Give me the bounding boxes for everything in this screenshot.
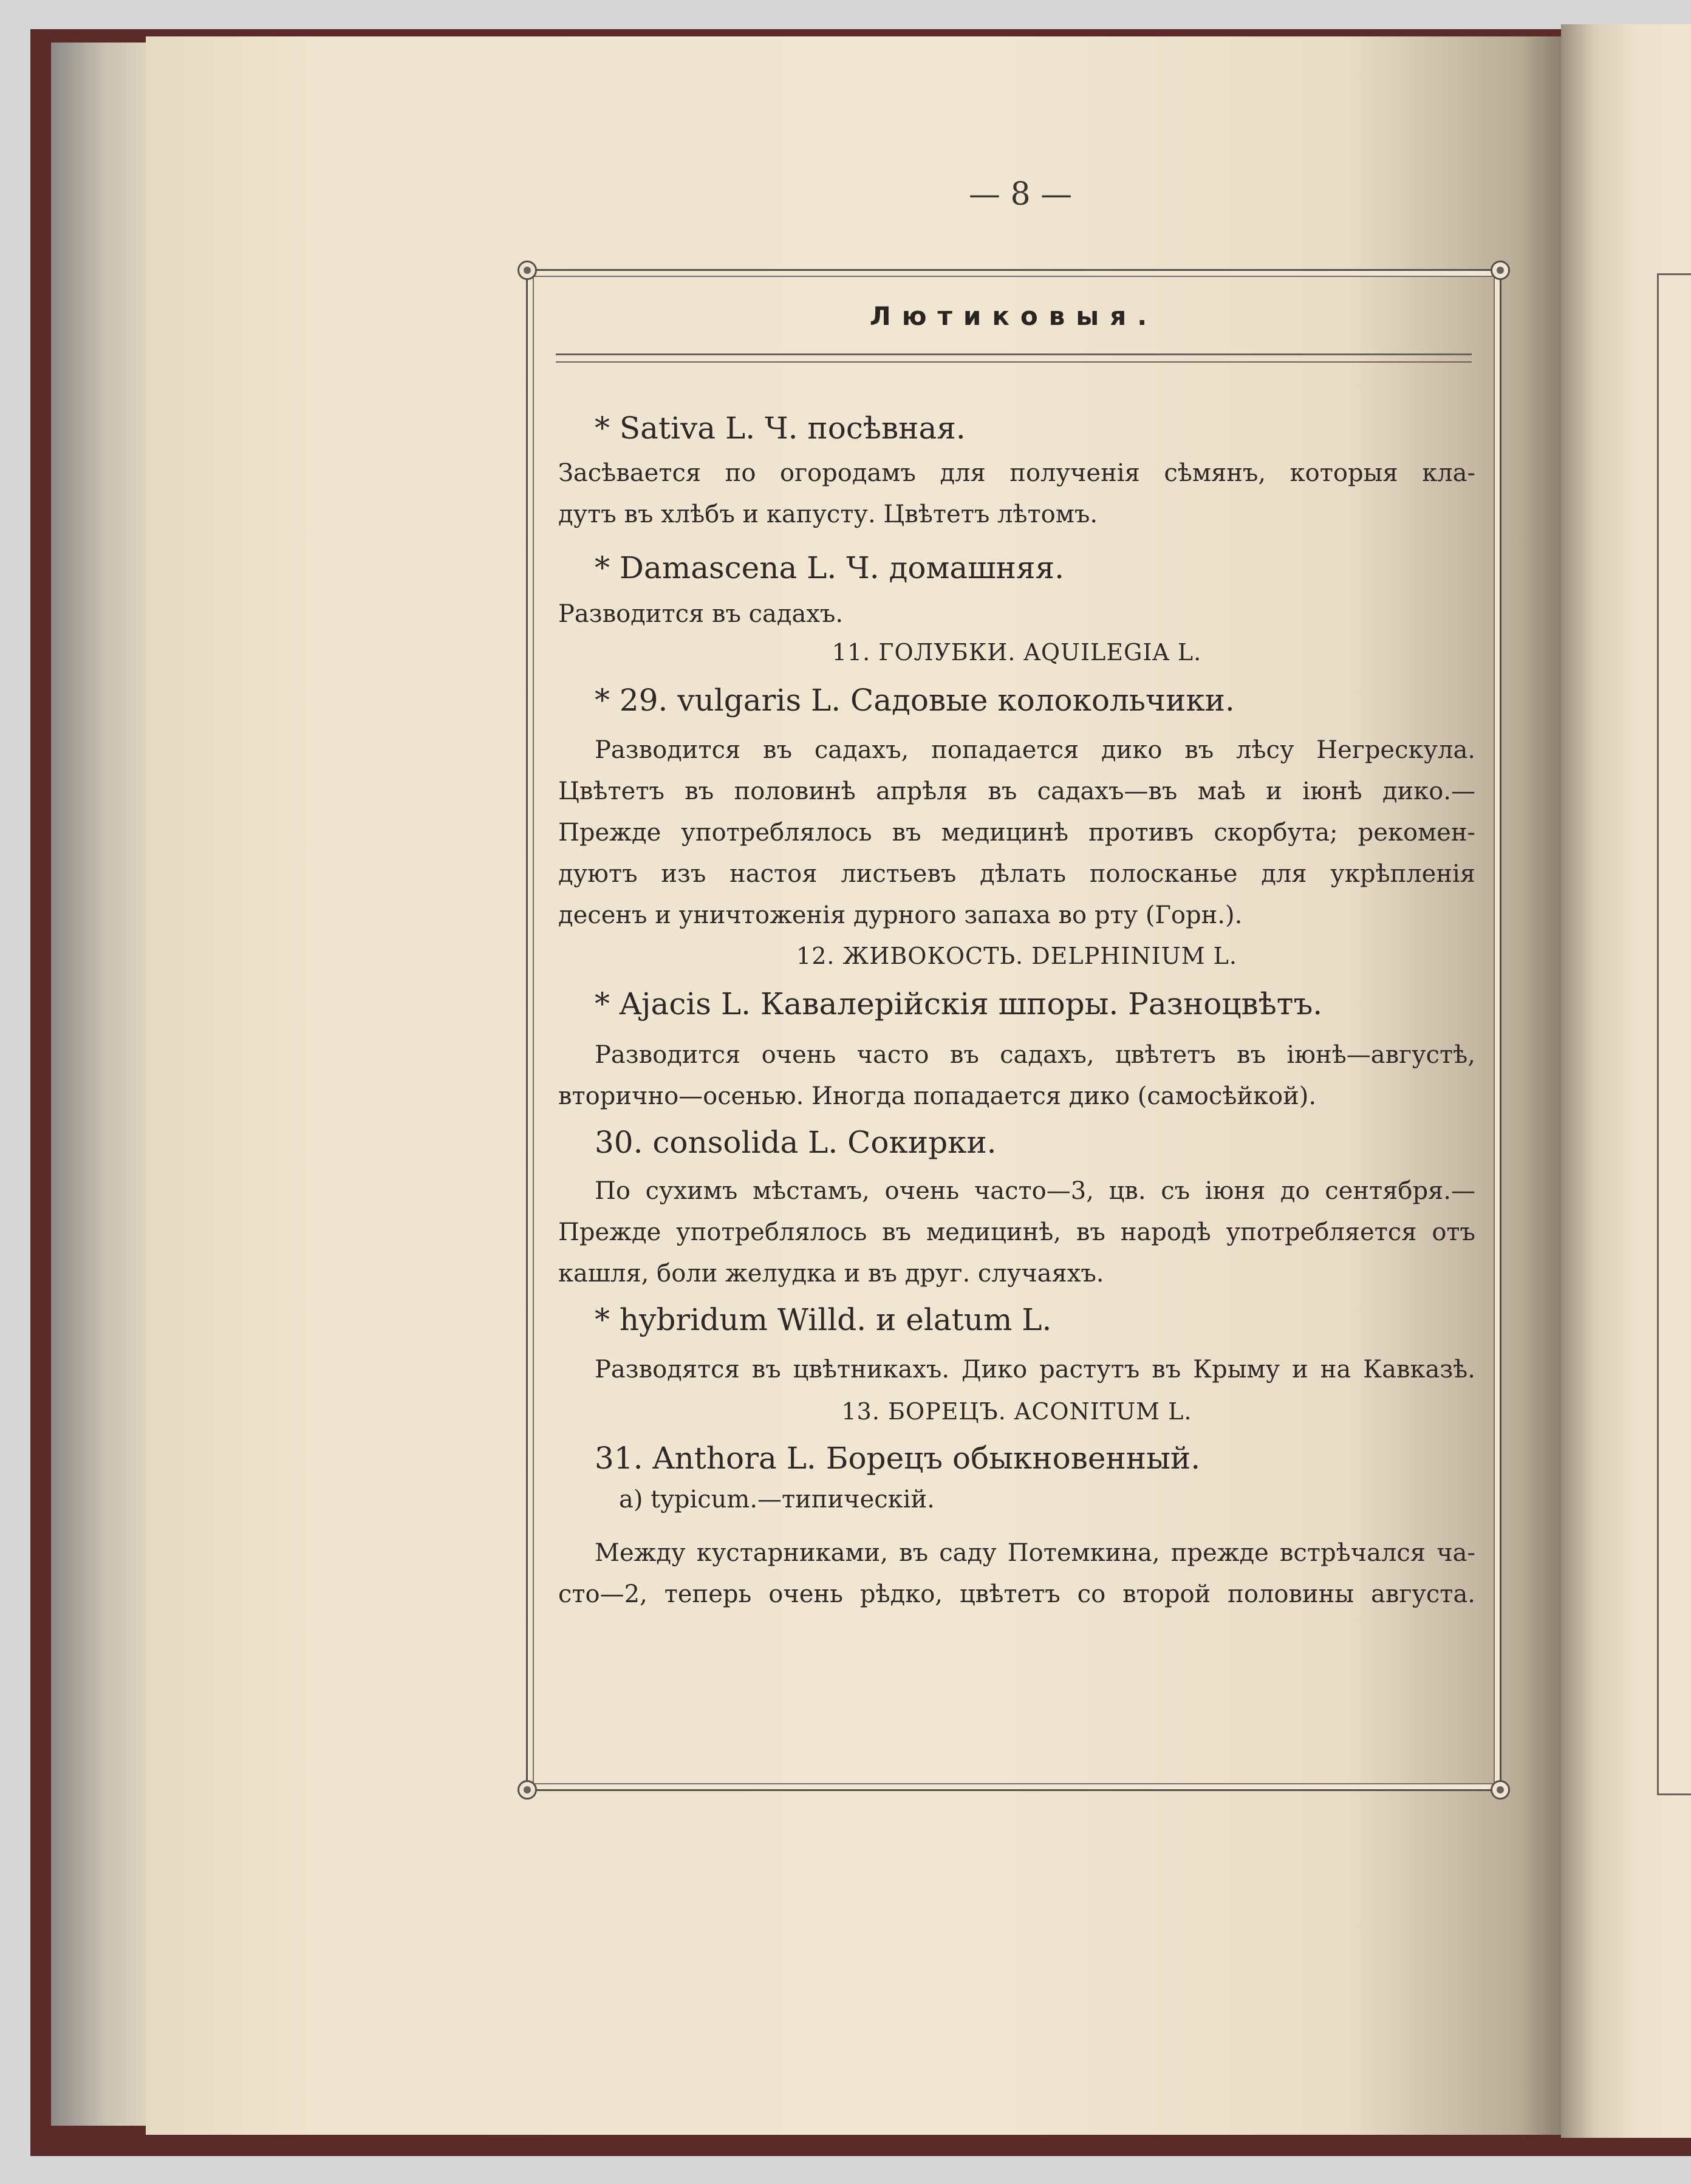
- frame-corner-ornament: [1491, 1780, 1510, 1800]
- species-heading: 31. Anthora L. Борецъ обыкновенный.: [595, 1441, 1201, 1476]
- body-text-line: Разводится въ садахъ.: [558, 600, 844, 628]
- header-rule: [556, 353, 1472, 363]
- body-text-line: По сухимъ мѣстамъ, очень часто—3, цв. съ іюня до сентября.—: [595, 1177, 1475, 1205]
- text-frame: [526, 269, 1501, 1791]
- species-heading: * Ajacis L. Кавалерійскія шпоры. Разноцвѣтъ.: [595, 986, 1323, 1022]
- species-heading: 30. consolida L. Сокирки.: [595, 1125, 997, 1160]
- species-heading: * 29. vulgaris L. Садовые колокольчики.: [595, 683, 1235, 718]
- frame-corner-ornament: [518, 1780, 537, 1800]
- frame-corner-ornament: [1491, 261, 1510, 280]
- species-heading: * hybridum Willd. и elatum L.: [595, 1302, 1052, 1337]
- body-text-line: дуютъ изъ настоя листьевъ дѣлать полосканье для укрѣпленія: [558, 860, 1475, 888]
- genus-heading: 13. БОРЕЦЪ. ACONITUM L.: [841, 1398, 1192, 1425]
- species-heading: * Sativa L. Ч. посѣвная.: [595, 411, 966, 446]
- frame-corner-ornament: [518, 261, 537, 280]
- body-text-line: вторично—осенью. Иногда попадается дико (самосѣйкой).: [558, 1082, 1317, 1110]
- body-text-line: Разводится очень часто въ садахъ, цвѣтетъ въ іюнѣ—августѣ,: [595, 1041, 1475, 1069]
- body-text-line: Прежде употреблялось въ медицинѣ, въ народѣ употребляется отъ: [558, 1218, 1475, 1246]
- genus-heading: 11. ГОЛУБКИ. AQUILEGIA L.: [832, 639, 1202, 666]
- body-text-line: Между кустарниками, въ саду Потемкина, прежде встрѣчался ча-: [595, 1539, 1475, 1567]
- body-text-line: дутъ въ хлѣбъ и капусту. Цвѣтетъ лѣтомъ.: [558, 500, 1098, 528]
- right-page-frame: [1657, 273, 1691, 1795]
- body-text-line: Цвѣтетъ въ половинѣ апрѣля въ садахъ—въ маѣ и іюнѣ дико.—: [558, 777, 1475, 805]
- species-heading: * Damascena L. Ч. домашняя.: [595, 550, 1064, 585]
- body-text-line: сто—2, теперь очень рѣдко, цвѣтетъ со второй половины августа.: [558, 1580, 1475, 1608]
- running-header: Лютиковыя.: [869, 301, 1158, 331]
- body-text-line: Засѣвается по огородамъ для полученія сѣмянъ, которыя кла-: [558, 459, 1475, 487]
- genus-heading: 12. ЖИВОКОСТЬ. DELPHINIUM L.: [796, 943, 1237, 969]
- page-number: — 8 —: [968, 176, 1073, 213]
- body-text-line: Прежде употреблялось въ медицинѣ противъ скорбута; рекомен-: [558, 819, 1475, 847]
- body-text-line: десенъ и уничтоженія дурного запаха во рту (Горн.).: [558, 901, 1243, 929]
- body-text-line: кашля, боли желудка и въ друг. случаяхъ.: [558, 1260, 1104, 1288]
- variety-line: a) typicum.—типическій.: [619, 1486, 935, 1513]
- body-text-line: Разводится въ садахъ, попадается дико въ лѣсу Негрескула.: [595, 736, 1475, 764]
- body-text-line: Разводятся въ цвѣтникахъ. Дико растутъ въ Крыму и на Кавказѣ.: [595, 1356, 1475, 1384]
